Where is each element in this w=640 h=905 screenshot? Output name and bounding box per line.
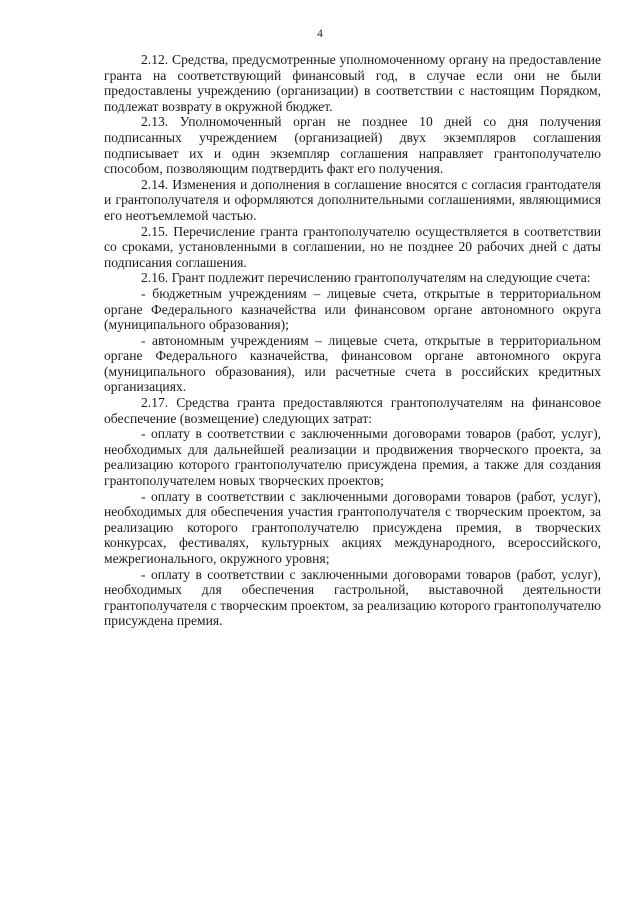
paragraph-2-14: 2.14. Изменения и дополнения в соглашение вносятся с согласия грантодателя и грантополучателя и оформляются дополнительными соглашениями, являющимися его неотъемлемой частью. (104, 176, 601, 223)
list-item-touring-exhibition: - оплату в соответствии с заключенными договорами товаров (работ, услуг), необходимых для обеспечения гастрольной, выставочной деятельности грантополучателя с творческим проектом, за реализацию которого грантополучателю присуждена премия. (104, 566, 601, 629)
list-item-project-promotion: - оплату в соответствии с заключенными договорами товаров (работ, услуг), необходимых для дальнейшей реализации и продвижения творческого проекта, за реализацию которого грантополучателю присуждена премия, а также для создания грантополучателем новых творческих проектов; (104, 426, 601, 489)
paragraph-2-17: 2.17. Средства гранта предоставляются грантополучателям на финансовое обеспечение (возмещение) следующих затрат: (104, 395, 601, 426)
list-item-autonomous-institutions: - автономным учреждениям – лицевые счета, открытые в территориальном органе Федерального казначейства, финансовом органе автономного округа (муниципального образования), или расчетные счета в российских кредитных организациях. (104, 332, 601, 395)
paragraph-2-15: 2.15. Перечисление гранта грантополучателю осуществляется в соответствии со сроками, установленными в соглашении, но не позднее 20 рабочих дней с даты подписания соглашения. (104, 223, 601, 270)
paragraph-2-13: 2.13. Уполномоченный орган не позднее 10 дней со дня получения подписанных учреждением (организацией) двух экземпляров соглашения подписывает их и один экземпляр соглашения направляет грантополучателю способом, позволяющим подтвердить факт его получения. (104, 114, 601, 177)
document-body (104, 52, 601, 629)
list-item-budget-institutions: - бюджетным учреждениям – лицевые счета, открытые в территориальном органе Федерального казначейства или финансовом органе автономного округа (муниципального образования); (104, 285, 601, 333)
page-number: 4 (317, 28, 323, 40)
list-item-contest-participation: - оплату в соответствии с заключенными договорами товаров (работ, услуг), необходимых для обеспечения участия грантополучателя с творческим проектом, за реализацию которого грантополучателю присуждена премия, в творческих конкурсах, фестивалях, культурных акциях международного, всероссийского, межрегионального, окружного уровня; (104, 488, 601, 566)
paragraph-2-12: 2.12. Средства, предусмотренные уполномоченному органу на предоставление гранта на соответствующий финансовый год, в случае если они не были предоставлены учреждению (организации) в соответствии с настоящим Порядком, подлежат возврату в окружной бюджет. (104, 52, 601, 114)
paragraph-2-16: 2.16. Грант подлежит перечислению грантополучателям на следующие счета: (141, 270, 591, 286)
